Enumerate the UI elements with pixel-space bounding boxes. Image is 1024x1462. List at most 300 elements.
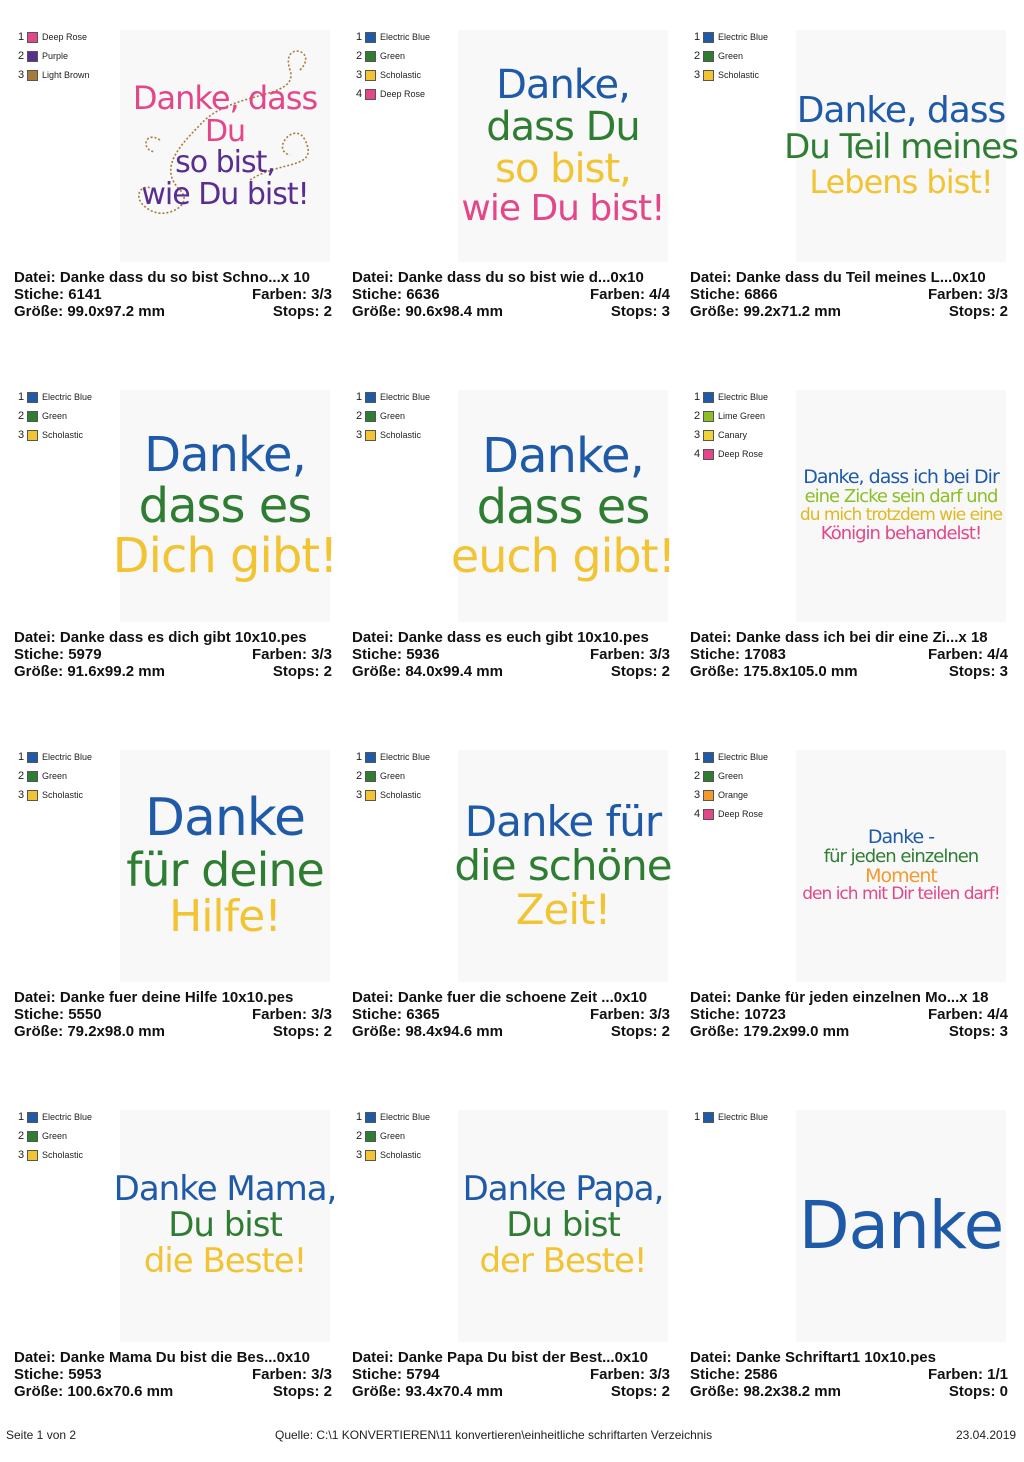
embroidery-text-line: Danke, dass [132, 78, 318, 117]
stop-count: 2 [323, 1383, 332, 1400]
design-size: 99.2x71.2 mm [743, 303, 841, 320]
design-preview [784, 30, 1018, 262]
design-card [350, 22, 688, 382]
embroidery-text-line: für jeden einzelnen [823, 845, 979, 867]
thread-color-name: Green [380, 1131, 406, 1141]
file-label: Datei: [690, 269, 732, 286]
size-stops-row [690, 1023, 1008, 1040]
embroidery-text-line: Danke [798, 1187, 1004, 1265]
legend-item [18, 767, 92, 786]
legend-item [694, 28, 768, 47]
color-legend [356, 388, 430, 445]
legend-number: 1 [18, 31, 25, 43]
file-name: Danke Mama Du bist die Bes...0x10 [59, 1349, 310, 1366]
colors-label: Farben: [589, 1366, 645, 1383]
design-card [688, 22, 1016, 382]
colors-label: Farben: [927, 1006, 983, 1023]
thread-color-name: Green [42, 771, 68, 781]
file-name-row [690, 989, 1008, 1006]
design-card [688, 742, 1016, 1102]
legend-number: 1 [694, 751, 701, 763]
colors-label: Farben: [589, 1006, 645, 1023]
legend-number: 2 [356, 410, 363, 422]
file-label: Datei: [352, 1349, 394, 1366]
legend-number: 3 [694, 69, 701, 81]
thread-color-name: Electric Blue [718, 752, 769, 762]
color-swatch [365, 1112, 376, 1123]
design-info [352, 269, 670, 320]
size-stops-row [14, 303, 332, 320]
legend-number: 1 [356, 1111, 363, 1123]
design-info [352, 989, 670, 1040]
embroidery-text-line: Danke, dass ich bei Dir [803, 466, 999, 489]
legend-number: 2 [18, 770, 25, 782]
thread-color-name: Green [380, 51, 406, 61]
stitch-count: 5794 [406, 1366, 440, 1383]
file-name: Danke für jeden einzelnen Mo...x 18 [735, 989, 989, 1006]
color-swatch [703, 51, 714, 62]
legend-item [694, 445, 768, 464]
color-legend [18, 388, 92, 445]
file-name: Danke dass du so bist wie d...0x10 [397, 269, 644, 286]
thread-color-name: Light Brown [42, 70, 90, 80]
size-label: Größe: [352, 663, 402, 680]
legend-item [356, 1146, 430, 1165]
color-count: 3/3 [311, 646, 332, 663]
color-count: 4/4 [987, 646, 1008, 663]
thread-color-name: Electric Blue [718, 392, 769, 402]
legend-number: 1 [356, 751, 363, 763]
design-info [14, 269, 332, 320]
stop-count: 3 [999, 663, 1008, 680]
embroidery-text-line: Danke - [867, 825, 935, 848]
legend-number: 3 [356, 429, 363, 441]
stitch-count: 6141 [68, 286, 102, 303]
file-name-row [352, 1349, 670, 1366]
legend-number: 2 [18, 1130, 25, 1142]
legend-item [356, 748, 430, 767]
embroidery-text-line: Danke für [464, 796, 662, 846]
legend-item [356, 85, 430, 104]
stops-label: Stops: [610, 303, 658, 320]
legend-item [694, 805, 768, 824]
color-count: 3/3 [649, 1366, 670, 1383]
embroidery-text-line: Königin behandelst! [820, 522, 982, 544]
size-label: Größe: [14, 663, 64, 680]
embroidery-text-line: Zeit! [515, 885, 611, 935]
design-size: 98.2x38.2 mm [743, 1383, 841, 1400]
stitch-color-row [352, 1006, 670, 1023]
thread-color-name: Scholastic [42, 790, 84, 800]
stitch-color-row [690, 1366, 1008, 1383]
legend-item [18, 748, 92, 767]
color-swatch [27, 430, 38, 441]
color-count: 3/3 [649, 646, 670, 663]
color-legend [18, 1108, 92, 1165]
legend-item [356, 388, 430, 407]
color-swatch [27, 771, 38, 782]
stitches-label: Stiche: [690, 1006, 741, 1023]
thread-color-name: Electric Blue [380, 392, 431, 402]
embroidery-text-line: die schöne [454, 840, 672, 890]
legend-number: 3 [694, 789, 701, 801]
color-count: 4/4 [987, 1006, 1008, 1023]
stitch-count: 5953 [68, 1366, 102, 1383]
thread-color-name: Scholastic [380, 1150, 422, 1160]
stitch-color-row [14, 1366, 332, 1383]
legend-number: 2 [356, 1130, 363, 1142]
color-swatch [365, 51, 376, 62]
file-name-row [14, 1349, 332, 1366]
colors-label: Farben: [251, 286, 307, 303]
color-count: 3/3 [311, 1006, 332, 1023]
legend-number: 1 [356, 31, 363, 43]
legend-item [18, 1146, 92, 1165]
embroidery-text-line: wie Du bist! [141, 176, 309, 212]
stitches-label: Stiche: [352, 1366, 403, 1383]
design-info [352, 629, 670, 680]
color-swatch [703, 771, 714, 782]
file-name-row [690, 269, 1008, 286]
legend-number: 1 [694, 31, 701, 43]
legend-item [356, 1108, 430, 1127]
thread-color-name: Electric Blue [42, 1112, 93, 1122]
file-label: Datei: [14, 269, 56, 286]
legend-item [694, 66, 768, 85]
legend-number: 3 [18, 789, 25, 801]
colors-label: Farben: [589, 646, 645, 663]
file-name: Danke dass du Teil meines L...0x10 [735, 269, 986, 286]
legend-number: 3 [18, 69, 25, 81]
color-swatch [703, 752, 714, 763]
design-size: 100.6x70.6 mm [67, 1383, 174, 1400]
stitches-label: Stiche: [14, 286, 65, 303]
legend-number: 1 [356, 391, 363, 403]
legend-number: 2 [18, 50, 25, 62]
file-label: Datei: [352, 629, 394, 646]
stops-label: Stops: [948, 303, 996, 320]
colors-label: Farben: [251, 1006, 307, 1023]
stops-label: Stops: [272, 663, 320, 680]
size-stops-row [14, 1383, 332, 1400]
stitches-label: Stiche: [690, 286, 741, 303]
embroidery-text-line: Danke Mama, [113, 1169, 337, 1210]
stitches-label: Stiche: [14, 1006, 65, 1023]
file-label: Datei: [14, 629, 56, 646]
stop-count: 2 [999, 303, 1008, 320]
embroidery-text-line: Hilfe! [169, 891, 281, 943]
thread-color-name: Electric Blue [380, 32, 431, 42]
legend-item [18, 28, 90, 47]
color-legend [18, 748, 92, 805]
file-name-row [690, 629, 1008, 646]
file-name-row [690, 1349, 1008, 1366]
design-preview [454, 750, 672, 982]
embroidery-text-line: Danke [144, 788, 306, 849]
color-count: 3/3 [311, 1366, 332, 1383]
legend-number: 3 [356, 1149, 363, 1161]
design-size: 90.6x98.4 mm [405, 303, 503, 320]
legend-item [18, 388, 92, 407]
legend-item [356, 47, 430, 66]
legend-number: 3 [18, 429, 25, 441]
color-swatch [703, 392, 714, 403]
thread-color-name: Canary [718, 430, 748, 440]
stitch-color-row [352, 1366, 670, 1383]
design-preview [120, 30, 330, 262]
design-preview [796, 750, 1006, 982]
file-name-row [14, 269, 332, 286]
size-stops-row [14, 1023, 332, 1040]
stitch-count: 17083 [744, 646, 786, 663]
thread-color-name: Electric Blue [718, 32, 769, 42]
design-size: 79.2x98.0 mm [67, 1023, 165, 1040]
stops-label: Stops: [610, 663, 658, 680]
color-swatch [365, 790, 376, 801]
stitch-color-row [14, 646, 332, 663]
design-card [12, 382, 350, 742]
legend-number: 3 [18, 1149, 25, 1161]
embroidery-text-line: Du bist [506, 1205, 620, 1246]
stitches-label: Stiche: [14, 1366, 65, 1383]
size-label: Größe: [690, 663, 740, 680]
design-size: 84.0x99.4 mm [405, 663, 503, 680]
design-card [12, 742, 350, 1102]
color-legend [694, 1108, 768, 1127]
design-preview [458, 30, 668, 262]
stitches-label: Stiche: [352, 646, 403, 663]
design-preview [120, 750, 330, 982]
embroidery-text-line: Du [204, 113, 246, 149]
embroidery-text-line: eine Zicke sein darf und [804, 486, 998, 508]
legend-item [694, 388, 768, 407]
color-swatch [27, 790, 38, 801]
file-name: Danke Papa Du bist der Best...0x10 [397, 1349, 648, 1366]
design-size: 99.0x97.2 mm [67, 303, 165, 320]
color-legend [694, 388, 768, 464]
design-grid [12, 22, 1016, 1462]
thread-color-name: Scholastic [380, 790, 422, 800]
size-stops-row [690, 1383, 1008, 1400]
size-label: Größe: [690, 1383, 740, 1400]
color-swatch [365, 89, 376, 100]
legend-number: 1 [18, 391, 25, 403]
legend-number: 3 [356, 789, 363, 801]
thread-color-name: Electric Blue [380, 752, 431, 762]
legend-number: 1 [694, 391, 701, 403]
legend-item [18, 786, 92, 805]
file-label: Datei: [690, 629, 732, 646]
file-label: Datei: [352, 989, 394, 1006]
file-name: Danke Schriftart1 10x10.pes [735, 1349, 936, 1366]
design-info [690, 629, 1008, 680]
colors-label: Farben: [589, 286, 645, 303]
file-label: Datei: [352, 269, 394, 286]
size-stops-row [352, 1023, 670, 1040]
thread-color-name: Green [42, 411, 68, 421]
color-swatch [365, 32, 376, 43]
design-info [14, 629, 332, 680]
color-swatch [703, 809, 714, 820]
file-label: Datei: [14, 989, 56, 1006]
stitch-count: 2586 [744, 1366, 778, 1383]
color-swatch [703, 70, 714, 81]
thread-color-name: Scholastic [718, 70, 760, 80]
size-stops-row [352, 303, 670, 320]
size-stops-row [690, 303, 1008, 320]
legend-number: 3 [694, 429, 701, 441]
color-swatch [27, 392, 38, 403]
thread-color-name: Orange [718, 790, 749, 800]
embroidery-text-line: euch gibt! [450, 529, 676, 584]
legend-item [694, 1108, 768, 1127]
stops-label: Stops: [948, 1023, 996, 1040]
file-name: Danke dass ich bei dir eine Zi...x 18 [735, 629, 988, 646]
colors-label: Farben: [251, 1366, 307, 1383]
stitches-label: Stiche: [352, 286, 403, 303]
color-legend [694, 28, 768, 85]
stitches-label: Stiche: [14, 646, 65, 663]
design-preview [458, 1110, 668, 1342]
stitch-count: 5550 [68, 1006, 102, 1023]
stops-label: Stops: [610, 1023, 658, 1040]
design-card [350, 382, 688, 742]
embroidery-text-line: den ich mit Dir teilen darf! [802, 884, 1000, 905]
design-info [690, 1349, 1008, 1400]
color-swatch [27, 70, 38, 81]
embroidery-text-line: so bist, [495, 146, 631, 193]
legend-number: 2 [356, 50, 363, 62]
embroidery-text-line: dass es [476, 478, 650, 535]
thread-color-name: Green [380, 771, 406, 781]
color-legend [356, 748, 430, 805]
embroidery-text-line: so bist, [175, 145, 275, 181]
legend-item [18, 47, 90, 66]
legend-item [18, 426, 92, 445]
legend-number: 2 [18, 410, 25, 422]
stops-label: Stops: [948, 1383, 996, 1400]
file-name-row [352, 989, 670, 1006]
color-count: 3/3 [649, 1006, 670, 1023]
color-swatch [365, 392, 376, 403]
legend-number: 1 [694, 1111, 701, 1123]
legend-number: 4 [694, 448, 701, 460]
stitch-color-row [690, 646, 1008, 663]
size-stops-row [690, 663, 1008, 680]
legend-item [356, 1127, 430, 1146]
file-name-row [352, 629, 670, 646]
stitch-count: 5979 [68, 646, 102, 663]
legend-item [18, 407, 92, 426]
thread-color-name: Scholastic [380, 70, 422, 80]
stop-count: 2 [323, 1023, 332, 1040]
colors-label: Farben: [251, 646, 307, 663]
print-date: 23.04.2019 [956, 1428, 1017, 1442]
stop-count: 0 [999, 1383, 1008, 1400]
legend-number: 2 [694, 770, 701, 782]
design-card [12, 1102, 350, 1462]
size-label: Größe: [690, 303, 740, 320]
size-label: Größe: [14, 1023, 64, 1040]
stop-count: 2 [323, 663, 332, 680]
legend-item [356, 28, 430, 47]
file-name: Danke fuer die schoene Zeit ...0x10 [397, 989, 648, 1006]
embroidery-text-line: Moment [865, 864, 937, 887]
stop-count: 3 [661, 303, 670, 320]
file-label: Datei: [690, 1349, 732, 1366]
color-swatch [703, 449, 714, 460]
stitch-color-row [690, 1006, 1008, 1023]
color-swatch [365, 1131, 376, 1142]
color-swatch [27, 1150, 38, 1161]
size-stops-row [352, 663, 670, 680]
legend-item [694, 47, 768, 66]
design-size: 179.2x99.0 mm [743, 1023, 850, 1040]
design-preview [113, 1110, 337, 1342]
color-swatch [27, 411, 38, 422]
stitches-label: Stiche: [690, 1366, 741, 1383]
stop-count: 2 [661, 1023, 670, 1040]
stitch-count: 6866 [744, 286, 778, 303]
embroidery-text-line: Danke, [144, 427, 306, 484]
stitches-label: Stiche: [690, 646, 741, 663]
legend-number: 4 [356, 88, 363, 100]
thread-color-name: Deep Rose [718, 449, 764, 459]
legend-item [694, 748, 768, 767]
thread-color-name: Electric Blue [718, 1112, 769, 1122]
thread-color-name: Electric Blue [42, 392, 93, 402]
thread-color-name: Deep Rose [380, 89, 426, 99]
thread-color-name: Scholastic [380, 430, 422, 440]
design-size: 93.4x70.4 mm [405, 1383, 503, 1400]
color-swatch [365, 771, 376, 782]
legend-number: 1 [18, 1111, 25, 1123]
legend-item [18, 1108, 92, 1127]
thread-color-name: Green [42, 1131, 68, 1141]
stitch-color-row [352, 286, 670, 303]
color-swatch [27, 1131, 38, 1142]
stitches-label: Stiche: [352, 1006, 403, 1023]
embroidery-text-line: für deine [126, 843, 324, 898]
thread-color-name: Scholastic [42, 430, 84, 440]
embroidery-text-line: Du bist [168, 1205, 282, 1246]
design-card [688, 382, 1016, 742]
embroidery-text-line: Danke, dass [796, 90, 1006, 132]
color-count: 4/4 [649, 286, 670, 303]
design-info [690, 269, 1008, 320]
thread-color-name: Lime Green [718, 411, 766, 421]
stitch-color-row [352, 646, 670, 663]
color-swatch [27, 32, 38, 43]
color-swatch [365, 411, 376, 422]
embroidery-text-line: der Beste! [479, 1240, 647, 1281]
file-name: Danke fuer deine Hilfe 10x10.pes [59, 989, 294, 1006]
design-preview [796, 390, 1006, 622]
design-info [14, 1349, 332, 1400]
legend-item [694, 426, 768, 445]
file-name: Danke dass du so bist Schno...x 10 [59, 269, 310, 286]
thread-color-name: Green [380, 411, 406, 421]
file-name-row [14, 989, 332, 1006]
colors-label: Farben: [927, 646, 983, 663]
design-size: 175.8x105.0 mm [743, 663, 858, 680]
thread-color-name: Green [718, 771, 744, 781]
legend-number: 1 [18, 751, 25, 763]
legend-item [356, 407, 430, 426]
stops-label: Stops: [272, 303, 320, 320]
embroidery-text-line: du mich trotzdem wie eine [799, 505, 1003, 526]
color-swatch [365, 70, 376, 81]
